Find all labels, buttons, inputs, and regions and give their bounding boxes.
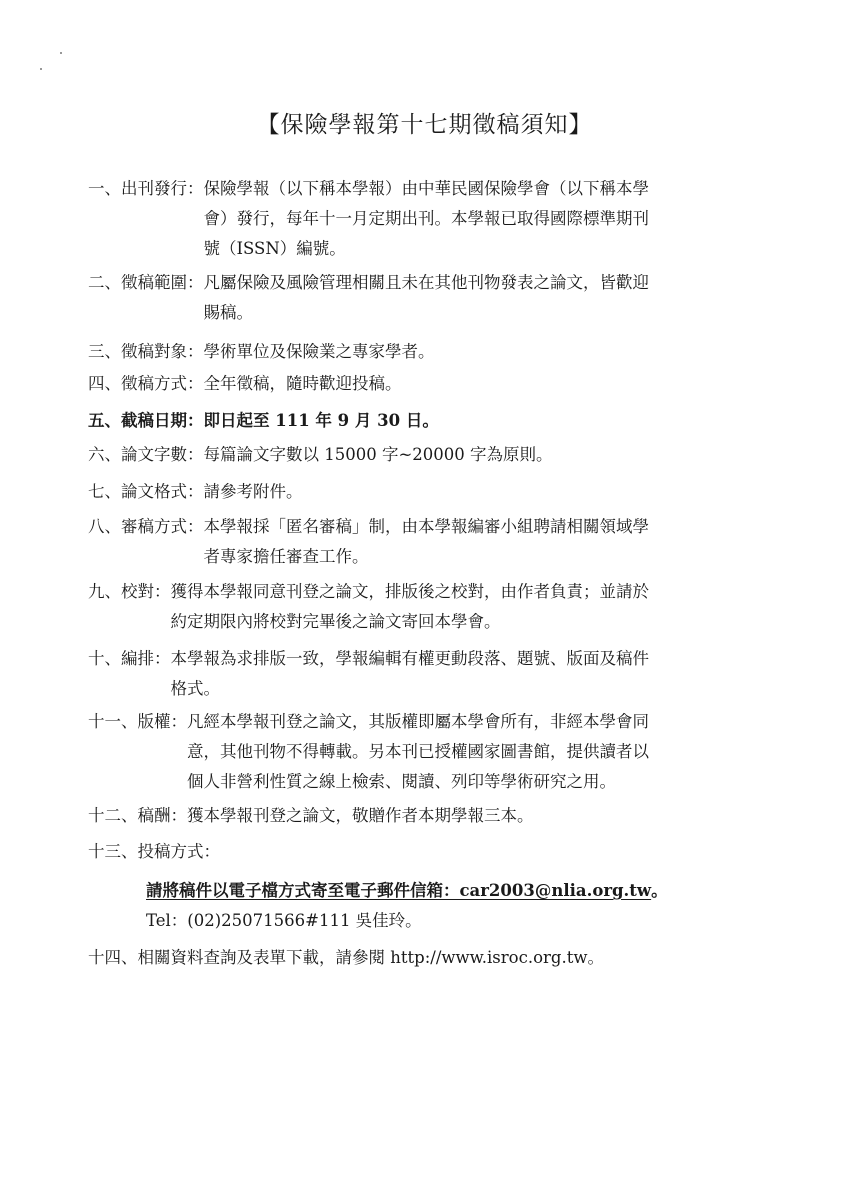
item-label: 九、校對： [88, 582, 171, 601]
item-text: 即日起至 111 年 9 月 30 日。 [203, 411, 439, 430]
page-title: 【保險學報第十七期徵稿須知】 [256, 112, 593, 138]
submission-tel: Tel：(02)25071566#111 吳佳玲。 [146, 911, 422, 930]
item-text: 獲本學報刊登之論文，敬贈作者本期學報三本。 [187, 806, 534, 825]
item-text: 約定期限內將校對完畢後之論文寄回本學會。 [170, 612, 501, 631]
item-text: 意，其他刊物不得轉載。另本刊已授權國家圖書館，提供讀者以 [187, 742, 649, 761]
item-label: 十三、投稿方式： [88, 842, 220, 861]
submission-email-end: 。 [651, 881, 668, 900]
scan-speck [60, 52, 62, 54]
item-label: 二、徵稿範圍： [88, 273, 204, 292]
item-text: 凡屬保險及風險管理相關且未在其他刊物發表之論文，皆歡迎 [203, 273, 649, 292]
item-label: 七、論文格式： [88, 482, 204, 501]
item-text: 學術單位及保險業之專家學者。 [203, 342, 435, 361]
item-text: 本學報為求排版一致，學報編輯有權更動段落、題號、版面及稿件 [170, 649, 649, 668]
item-label: 八、審稿方式： [88, 517, 204, 536]
item-text: 會）發行，每年十一月定期出刊。本學報已取得國際標準期刊 [203, 209, 649, 228]
item-label: 十二、稿酬： [88, 806, 187, 825]
submission-email[interactable]: 請將稿件以電子檔方式寄至電子郵件信箱：car2003@nlia.org.tw [146, 881, 652, 900]
item-copyright [88, 707, 768, 797]
item-deadline [88, 406, 768, 436]
item-word-count [88, 440, 768, 470]
item-text: 個人非營利性質之線上檢索、閱讀、列印等學術研究之用。 [187, 772, 616, 791]
item-layout [88, 644, 768, 704]
item-label: 五、截稿日期： [88, 411, 204, 430]
item-scope [88, 268, 768, 328]
item-label: 十四、 [88, 948, 138, 967]
item-resources [88, 943, 768, 973]
item-text: 獲得本學報同意刊登之論文，排版後之校對，由作者負責；並請於 [170, 582, 649, 601]
item-publication [88, 174, 768, 264]
item-label: 六、論文字數： [88, 445, 204, 464]
item-remuneration [88, 801, 768, 831]
item-text: 凡經本學報刊登之論文，其版權即屬本學會所有，非經本學會同 [187, 712, 649, 731]
item-text: 本學報採「匿名審稿」制，由本學報編審小組聘請相關領域學 [203, 517, 649, 536]
item-label: 十、編排： [88, 649, 171, 668]
item-proofreading [88, 577, 768, 637]
item-submission [88, 837, 768, 867]
item-text: 格式。 [170, 679, 220, 698]
item-text: 全年徵稿，隨時歡迎投稿。 [203, 374, 402, 393]
item-text: 每篇論文字數以 15000 字~20000 字為原則。 [203, 445, 553, 464]
item-label: 十一、版權： [88, 712, 187, 731]
item-text[interactable]: 相關資料查詢及表單下載，請參閱 http://www.isroc.org.tw。 [137, 948, 604, 967]
scan-speck [40, 68, 42, 70]
item-text: 號（ISSN）編號。 [203, 239, 346, 258]
submission-email-line [146, 876, 668, 906]
item-text: 保險學報（以下稱本學報）由中華民國保險學會（以下稱本學 [203, 179, 649, 198]
item-review [88, 512, 768, 572]
item-text: 者專家擔任審查工作。 [203, 547, 369, 566]
item-format [88, 477, 768, 507]
item-label: 四、徵稿方式： [88, 374, 204, 393]
item-label: 三、徵稿對象： [88, 342, 204, 361]
item-text: 請參考附件。 [203, 482, 303, 501]
item-method [88, 369, 768, 399]
item-label: 一、出刊發行： [88, 179, 204, 198]
item-audience [88, 337, 768, 367]
item-text: 賜稿。 [203, 303, 253, 322]
